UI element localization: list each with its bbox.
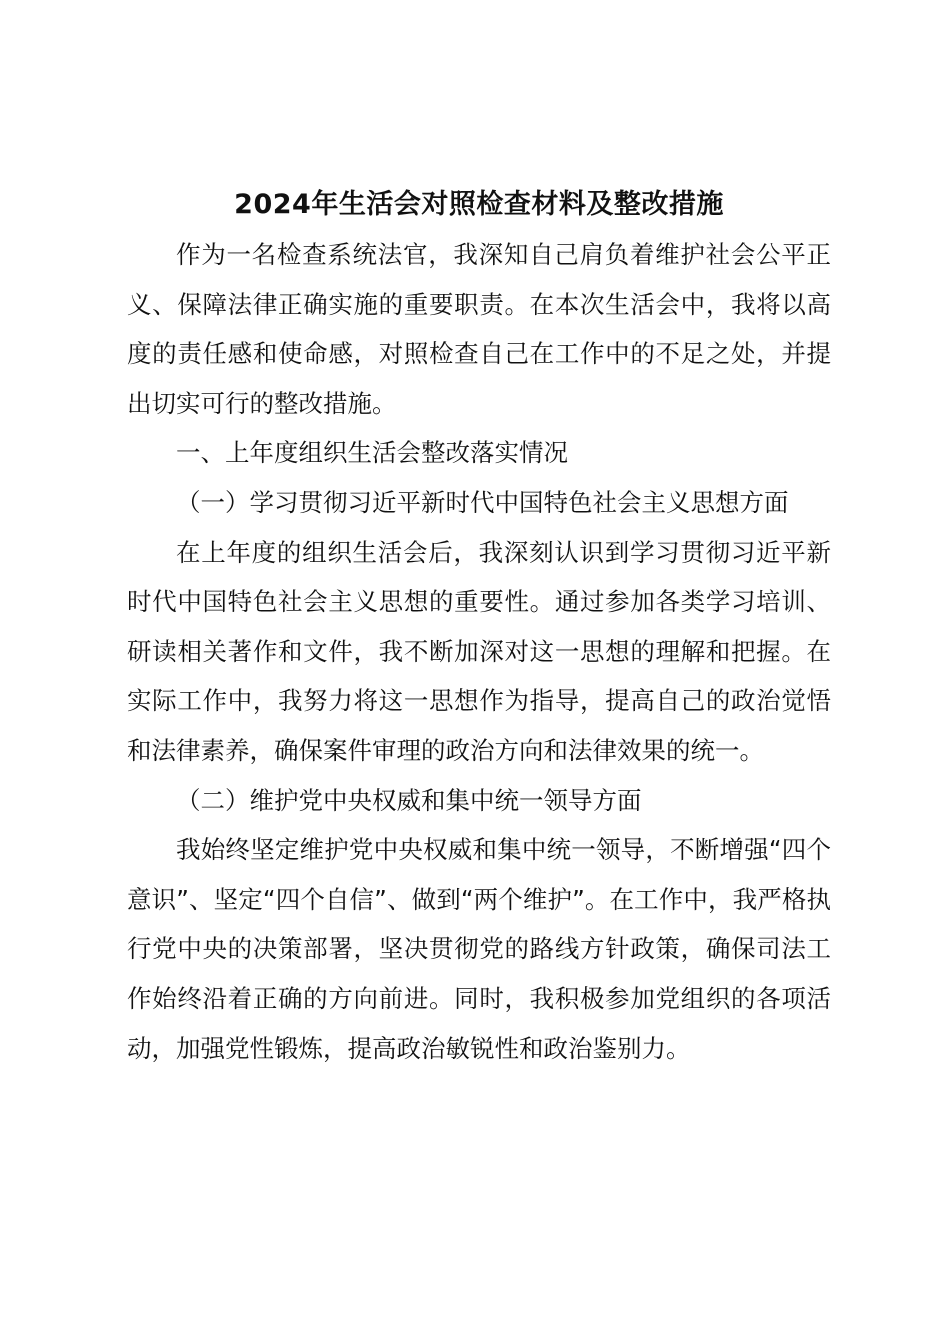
document-page bbox=[127, 180, 831, 1073]
subsection-heading-1: （一）学习贯彻习近平新时代中国特色社会主义思想方面 bbox=[176, 487, 789, 517]
intro-paragraph: 作为一名检查系统法官，我深知自己肩负着维护社会公平正义、保障法律正确实施的重要职责。在本次生活会中，我将以高度的责任感和使命感，对照检查自己在工作中的不足之处，并提出切实可行的整改措施。 bbox=[127, 240, 831, 418]
subsection-heading-2: （二）维护党中央权威和集中统一领导方面 bbox=[176, 785, 642, 815]
section-heading-1: 一、上年度组织生活会整改落实情况 bbox=[176, 438, 568, 468]
subsection-body-2: 我始终坚定维护党中央权威和集中统一领导，不断增强“四个意识”、坚定“四个自信”、做到“两个维护”。在工作中，我严格执行党中央的决策部署，坚决贯彻党的路线方针政策，确保司法工作始终沿着正确的方向前进。同时，我积极参加党组织的各项活动，加强党性锻炼，提高政治敏锐性和政治鉴别力。 bbox=[127, 835, 831, 1063]
document-title: 2024年生活会对照检查材料及整改措施 bbox=[234, 189, 724, 220]
subsection-body-1: 在上年度的组织生活会后，我深刻认识到学习贯彻习近平新时代中国特色社会主义思想的重要性。通过参加各类学习培训、研读相关著作和文件，我不断加深对这一思想的理解和把握。在实际工作中，我努力将这一思想作为指导，提高自己的政治觉悟和法律素养，确保案件审理的政治方向和法律效果的统一。 bbox=[127, 537, 831, 765]
